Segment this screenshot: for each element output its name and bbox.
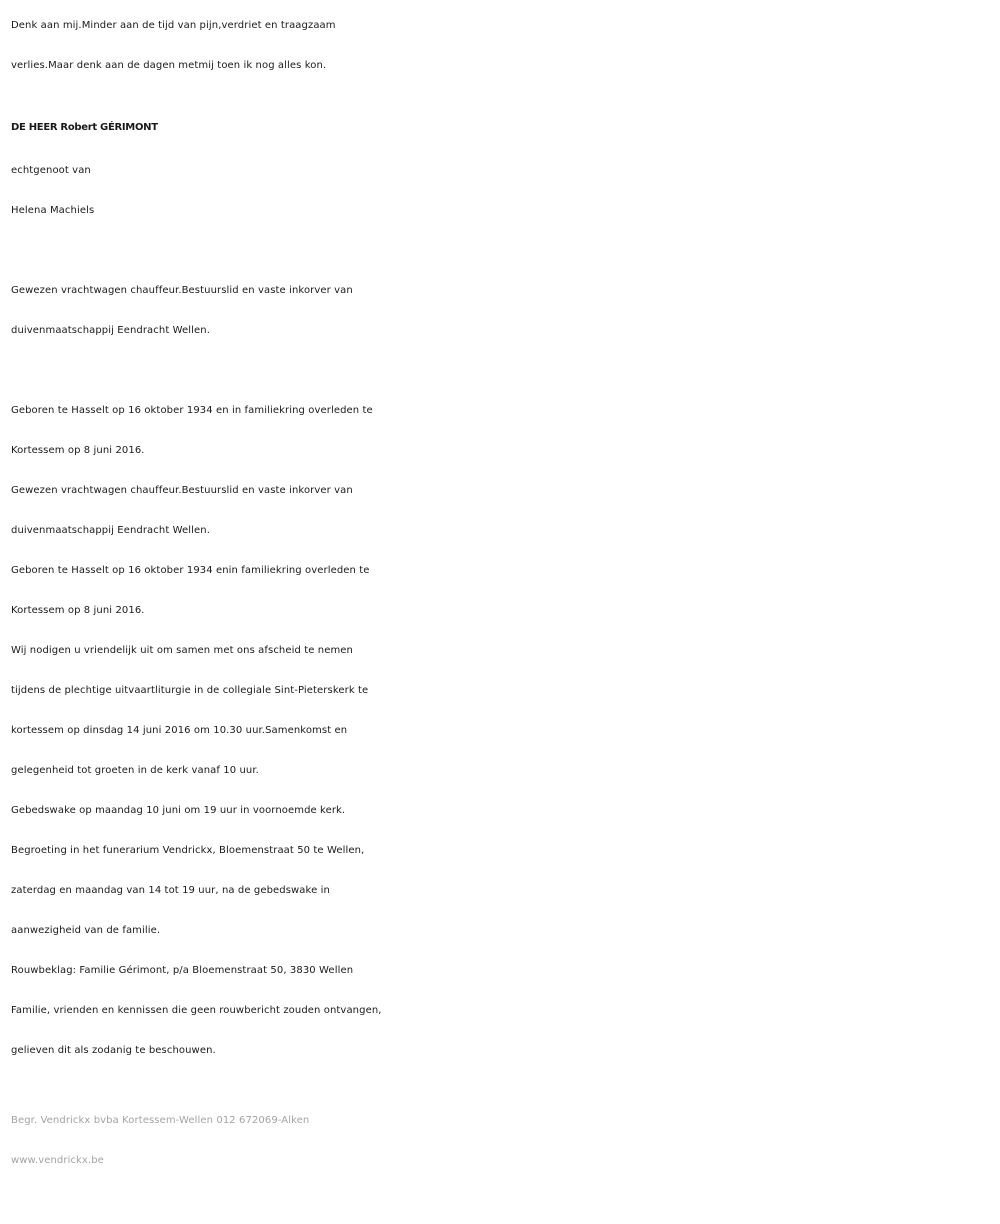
details-line: gelieven dit als zodanig te beschouwen. [11, 1045, 216, 1056]
details-line: kortessem op dinsdag 14 juni 2016 om 10.30 uur.Samenkomst en [11, 725, 348, 736]
spouse-name: Helena Machiels [11, 205, 95, 216]
details-line: Geboren te Hasselt op 16 oktober 1934 enin familiekring overleden te [11, 565, 370, 576]
details-line: Kortessem op 8 juni 2016. [11, 445, 145, 456]
details-line: Begroeting in het funerarium Vendrickx, Bloemenstraat 50 te Wellen, [11, 845, 365, 856]
bio-paragraph [11, 271, 991, 351]
website-link[interactable]: www.vendrickx.be [11, 1155, 104, 1166]
details-line: zaterdag en maandag van 14 tot 19 uur, na de gebedswake in [11, 885, 330, 896]
details-line: duivenmaatschappij Eendracht Wellen. [11, 525, 211, 536]
bio-line: duivenmaatschappij Eendracht Wellen. [11, 325, 211, 336]
deceased-name: DE HEER Robert GÉRIMONT [11, 122, 158, 133]
bio-line: Gewezen vrachtwagen chauffeur.Bestuurslid en vaste inkorver van [11, 285, 353, 296]
death-notice [11, 6, 991, 1181]
details-line: Wij nodigen u vriendelijk uit om samen met ons afscheid te nemen [11, 645, 353, 656]
undertaker-info: Begr. Vendrickx bvba Kortessem-Wellen 012 672069-Alken [11, 1115, 310, 1126]
details-line: Gewezen vrachtwagen chauffeur.Bestuurslid en vaste inkorver van [11, 485, 353, 496]
spacer [11, 351, 991, 391]
details-line: Gebedswake op maandag 10 juni om 19 uur in voornoemde kerk. [11, 805, 346, 816]
quote-line: verlies.Maar denk aan de dagen metmij toen ik nog alles kon. [11, 60, 327, 71]
details-line: Familie, vrienden en kennissen die geen rouwbericht zouden ontvangen, [11, 1005, 382, 1016]
quote-line: Denk aan mij.Minder aan de tijd van pijn,verdriet en traagzaam [11, 20, 336, 31]
details-line: aanwezigheid van de familie. [11, 925, 161, 936]
details-paragraph [11, 391, 991, 1071]
details-line: gelegenheid tot groeten in de kerk vanaf 10 uur. [11, 765, 259, 776]
details-line: Geboren te Hasselt op 16 oktober 1934 en in familiekring overleden te [11, 405, 373, 416]
details-line: Rouwbeklag: Familie Gérimont, p/a Bloemenstraat 50, 3830 Wellen [11, 965, 354, 976]
memorial-quote [11, 6, 991, 86]
spacer [11, 1071, 991, 1101]
spacer [11, 231, 991, 271]
details-line: Kortessem op 8 juni 2016. [11, 605, 145, 616]
footer [11, 1101, 991, 1181]
relation-label: echtgenoot van [11, 165, 91, 176]
details-line: tijdens de plechtige uitvaartliturgie in de collegiale Sint-Pieterskerk te [11, 685, 369, 696]
